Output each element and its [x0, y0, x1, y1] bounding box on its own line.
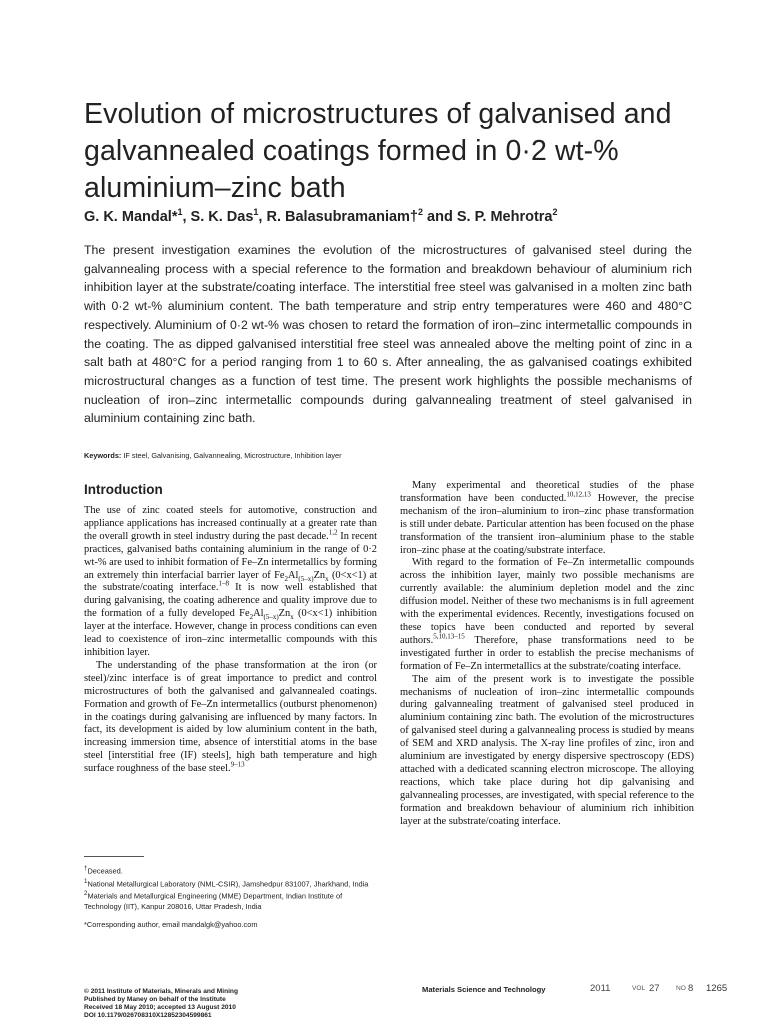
footnote-divider	[84, 856, 144, 857]
keywords-text: IF steel, Galvanising, Galvannealing, Microstructure, Inhibition layer	[121, 451, 342, 460]
footnote: †Deceased.	[84, 865, 123, 876]
footnote: $^1$National Metallurgical Laboratory (NML-CSIR), Jamshedpur 831007, Jharkhand, India	[84, 877, 369, 889]
author-separator: ,	[182, 208, 191, 225]
issue-number: 8	[688, 983, 694, 994]
doi-line[interactable]: DOI 10.1179/026708310X12852304599861	[84, 1012, 212, 1019]
issue-label: NO	[676, 985, 686, 992]
paper-title: Evolution of microstructures of galvanised and galvannealed coatings formed in 0·2 wt-% aluminium–zinc bath	[84, 98, 672, 204]
author-separator: and	[423, 208, 457, 225]
footnote: $^2$Materials and Metallurgical Engineering (MME) Department, Indian Institute of Technology (IIT), Kanpur 208016, Uttar Pradesh, India	[84, 890, 343, 912]
received-line: Received 18 May 2010; accepted 13 August 2010	[84, 1004, 236, 1011]
paragraph: The use of zinc coated steels for automotive, construction and appliance applications has increased continually at a greater rate than the overall growth in steel industry during the past decade.$^{1,2}$ In recent practices, galvanised baths containing aluminium in the range of 0·2 wt-% are used to inhibit formation of Fe–Zn intermetallics by forming an extremely thin interfacial barrier layer of $Fe_2Al_{(5-x)}Zn_x$ (0<x<1) at the substrate/coating interface.$^{1-8}$ It is now well established that during galvanising, the coating adherence and quality improve due to the formation of a fully developed $Fe_2Al_{(5-x)}Zn_x$ (0<x<1) inhibition layer at the interface. However, change in process conditions can even lead to coexistence of iron–zinc intermetallic compounds with this inhibition layer.	[84, 505, 378, 658]
journal-year: 2011	[590, 983, 611, 994]
author-name: G. K. Mandal*	[84, 208, 178, 225]
footnotes	[84, 864, 380, 930]
publisher-info	[84, 988, 384, 1020]
affiliation-mark: 1	[177, 207, 183, 217]
affiliation-mark: 2	[418, 207, 424, 217]
paragraph: The understanding of the phase transformation at the iron (or steel)/zinc interface is of great importance to predict and control microstructures of both the galvanised and galvannealed coatings. Formation and growth of Fe–Zn intermetallics (outburst phenomenon) in the coatings during galvanising are influenced by many factors. In fact, its development is aided by low aluminium content in the bath, increasing immersion time, absence of interstitial atoms in the base steel [interstitial free (IF) steels], high bath temperature and high surface roughness of the base steel.$^{9-13}$	[84, 659, 377, 775]
keywords-label: Keywords:	[84, 451, 122, 460]
journal-name: Materials Science and Technology	[422, 985, 546, 994]
keywords	[84, 451, 692, 460]
citation[interactable]: 10,12,13	[566, 490, 591, 499]
author-name: S. P. Mehrotra	[456, 208, 553, 225]
affiliation-mark: 2	[552, 207, 558, 217]
left-column	[84, 505, 377, 776]
page-number: 1265	[706, 983, 728, 994]
author-list	[84, 207, 724, 225]
author-separator: ,	[258, 208, 267, 225]
publisher-line: Published by Maney on behalf of the Institute	[84, 996, 226, 1003]
paragraph: The aim of the present work is to investigate the possible mechanisms of nucleation of iron–zinc intermetallic compounds during galvannealing treatment of galvanised steel produced in aluminium containing zinc bath. The evolution of the microstructures of galvanised steel during a galvannealing process is studied by means of SEM and XRD analysis. The X-ray line profiles of zinc, iron and aluminium are investigated by energy dispersive spectroscopy (EDS) attached with a dedicated scanning electron microscope. The alloying reactions, which take place during hot dip galvanising and galvannealing processes, are investigated, with special reference to the formation and breakdown behaviour of aluminium rich inhibition layer at the substrate/coating interface.	[400, 673, 694, 827]
citation[interactable]: 9–13	[230, 760, 245, 769]
volume-number: 27	[649, 983, 660, 994]
volume-label: VOL	[632, 985, 646, 992]
right-column	[400, 480, 694, 828]
affiliation-mark: 1	[253, 207, 259, 217]
citation[interactable]: 5,10,13–15	[433, 632, 465, 641]
journal-footer	[404, 983, 734, 997]
corresponding-author: *Corresponding author, email mandalgk@yahoo.com	[84, 920, 258, 930]
citation[interactable]: 1–8	[218, 579, 229, 588]
paragraph: Many experimental and theoretical studies of the phase transformation have been conducted.$^{10,12,13}$ However, the precise mechanism of the iron–aluminium to iron–zinc phase transformation is still under debate. Particular attention has been focused on the phase transformation of the transient iron–aluminium phase to the stable iron–zinc phase at the coating/substrate interface.	[400, 480, 694, 556]
author-name: S. K. Das	[190, 208, 254, 225]
section-heading-introduction: Introduction	[84, 482, 163, 497]
abstract: The present investigation examines the evolution of the microstructures of galvanised steel during the galvannealing process with a special reference to the formation and breakdown behaviour of aluminium rich inhibition layer at the substrate/coating interface. The interstitial free steel was galvanised in a molten zinc bath with 0·2 wt-% aluminium content. The bath temperature and strip entry temperatures were 460 and 480°C respectively. Aluminium of 0·2 wt-% was chosen to retard the formation of iron–zinc intermetallic compounds in the coating. The as dipped galvanised interstitial free steel was annealed above the melting point of zinc in a salt bath at 480°C for a period ranging from 1 to 60 s. After annealing, the as galvanised coatings exhibited microstructural changes as a function of test time. The present work highlights the possible mechanisms of nucleation of iron–zinc intermetallic compounds during galvannealing treatment of steel galvanised in aluminium containing zinc bath.	[84, 243, 692, 426]
citation[interactable]: 1,2	[328, 528, 338, 537]
author-name: R. Balasubramaniam†	[266, 208, 418, 225]
copyright-line: © 2011 Institute of Materials, Minerals and Mining	[84, 988, 238, 995]
paragraph: With regard to the formation of Fe–Zn intermetallic compounds across the inhibition layer, mainly two possible mechanisms are currently available: the aluminium depletion model and the zinc diffusion model. Neither of these two mechanisms is in full agreement with the experimental evidences. Recently, investigations focused on these topics have been conducted and reported by several authors.$^{5,10,13-15}$ Therefore, phase transformations need to be investigated further in order to establish the precise mechanisms of formation of Fe–Zn intermetallics at the substrate/coating interface.	[400, 557, 694, 672]
